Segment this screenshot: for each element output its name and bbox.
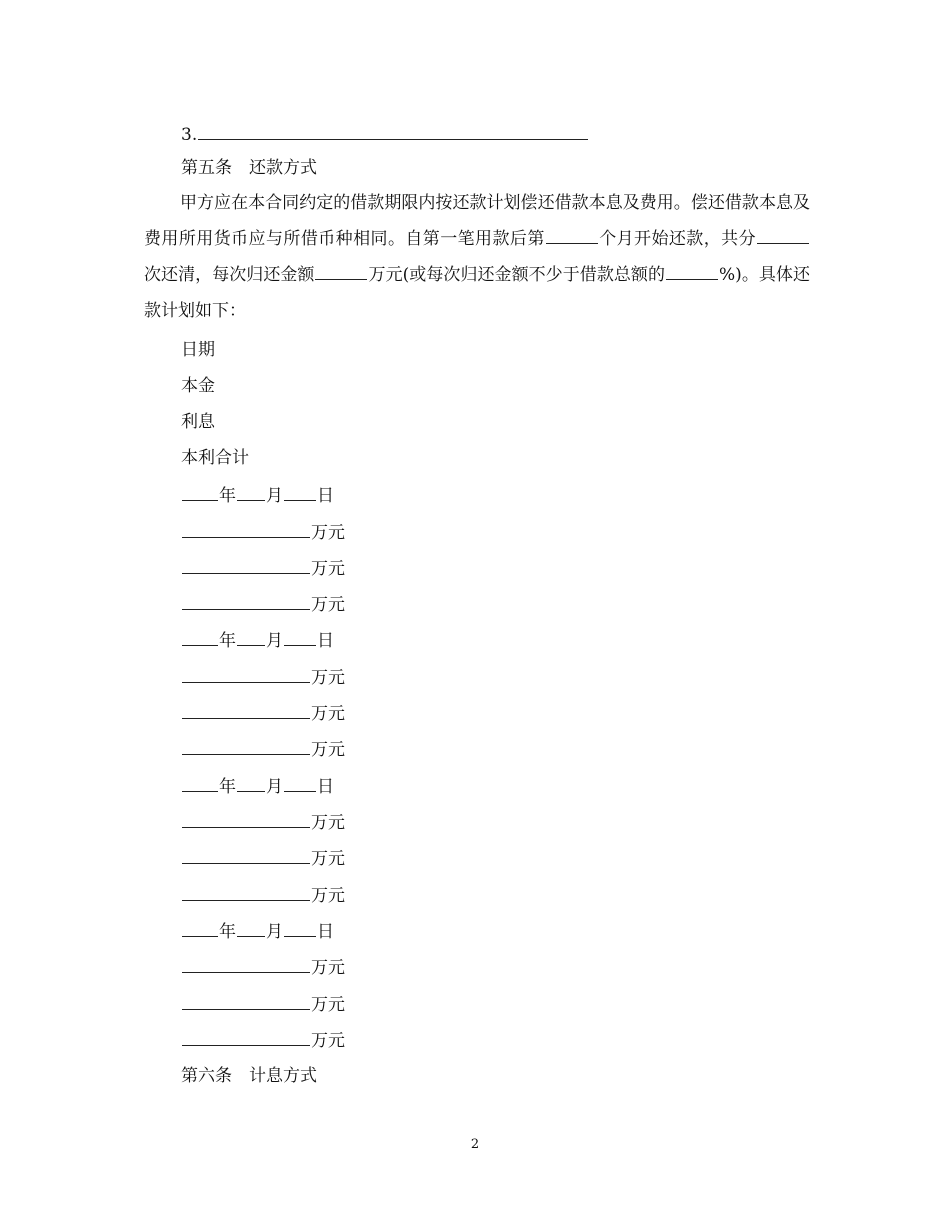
article-6-heading: 第六条 计息方式 — [181, 1066, 317, 1086]
header-total: 本利合计 — [181, 448, 249, 468]
blank-line — [198, 124, 588, 140]
item-3-label: 3. — [181, 125, 198, 145]
amount-line: 万元 — [181, 703, 345, 724]
amount-line: 万元 — [181, 885, 345, 906]
amount-line: 万元 — [181, 812, 345, 833]
date-line: 年 月 日 — [181, 485, 334, 506]
amount-line: 万元 — [181, 994, 345, 1015]
date-line: 年 月 日 — [181, 630, 334, 651]
amount-line: 万元 — [181, 594, 345, 615]
header-principal: 本金 — [181, 376, 215, 396]
article-5-body: 甲方应在本合同约定的借款期限内按还款计划偿还借款本息及费用。偿还借款本息及费用所用货币应与所借币种相同。自第一笔用款后第 个月开始还款，共分次还清，每次归还金额 万元(或每次归还金额不少于借款总额的 %)。具体还款计划如下： — [144, 193, 810, 321]
amount-blank — [315, 264, 367, 280]
header-interest: 利息 — [181, 412, 215, 432]
page-number: 2 — [470, 1137, 480, 1152]
header-date: 日期 — [181, 340, 215, 360]
amount-line: 万元 — [181, 558, 345, 579]
item-3-line — [181, 124, 589, 145]
installments-blank — [757, 228, 809, 244]
amount-line: 万元 — [181, 1030, 345, 1051]
amount-line: 万元 — [181, 522, 345, 543]
article-5-heading: 第五条 还款方式 — [181, 158, 317, 178]
amount-line: 万元 — [181, 957, 345, 978]
date-line: 年 月 日 — [181, 921, 334, 942]
percent-blank — [666, 264, 718, 280]
amount-line: 万元 — [181, 667, 345, 688]
amount-line: 万元 — [181, 739, 345, 760]
amount-line: 万元 — [181, 848, 345, 869]
months-blank — [546, 228, 598, 244]
date-line: 年 月 日 — [181, 776, 334, 797]
